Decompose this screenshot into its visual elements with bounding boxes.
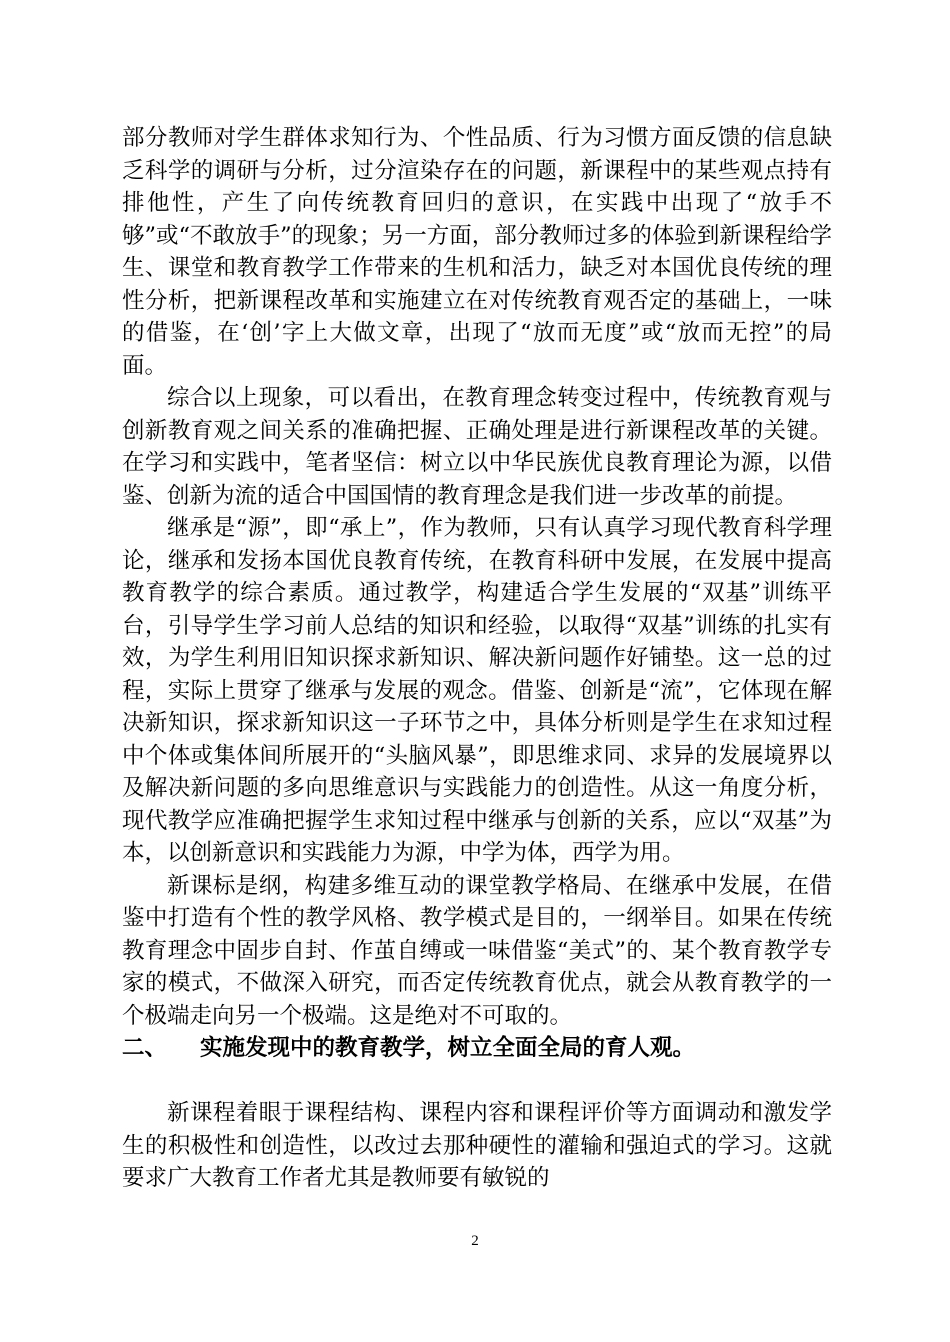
blank-line (122, 1065, 832, 1098)
paragraph-curriculum-standard: 新课标是纲，构建多维互动的课堂教学格局、在继承中发展，在借鉴中打造有个性的教学风格、教学模式是目的，一纲举目。如果在传统教育理念中固步自封、作茧自缚或一味借鉴“美式”的、某个教育教学专家的模式，不做深入研究，而否定传统教育优点，就会从教育教学的一个极端走向另一个极端。这是绝对不可取的。 (122, 872, 832, 1029)
section-heading-text: 实施发现中的教育教学，树立全面全局的育人观。 (200, 1035, 696, 1061)
paragraph-inheritance: 继承是“源”，即“承上”，作为教师，只有认真学习现代教育科学理论，继承和发扬本国优良教育传统，在教育科研中发展，在发展中提高教育教学的综合素质。通过教学，构建适合学生发展的“双基”训练平台，引导学生学习前人总结的知识和经验，以取得“双基”训练的扎实有效，为学生利用旧知识探求新知识、解决新问题作好铺垫。这一总的过程，实际上贯穿了继承与发展的观念。借鉴、创新是“流”，它体现在解决新知识，探求新知识这一子环节之中，具体分析则是学生在求知过程中个体或集体间所展开的“头脑风暴”，即思维求同、求异的发展境界以及解决新问题的多向思维意识与实践能力的创造性。从这一角度分析，现代教学应准确把握学生求知过程中继承与创新的关系，应以“双基”为本，以创新意识和实践能力为源，中学为体，西学为用。 (122, 515, 832, 866)
body-text (122, 122, 832, 1195)
paragraph-continuation: 部分教师对学生群体求知行为、个性品质、行为习惯方面反馈的信息缺乏科学的调研与分析，过分渲染存在的问题，新课程中的某些观点持有排他性，产生了向传统教育回归的意识，在实践中出现了“放手不够”或“不敢放手”的现象；另一方面，部分教师过多的体验到新课程给学生、课堂和教育教学工作带来的生机和活力，缺乏对本国优良传统的理性分析，把新课程改革和实施建立在对传统教育观否定的基础上，一味的借鉴，在‘创’字上大做文章，出现了“放而无度”或“放而无控”的局面。 (122, 125, 832, 379)
page-number: 2 (471, 1233, 479, 1249)
paragraph-new-curriculum: 新课程着眼于课程结构、课程内容和课程评价等方面调动和激发学生的积极性和创造性，以改过去那种硬性的灌输和强迫式的学习。这就要求广大教育工作者尤其是教师要有敏锐的 (122, 1100, 832, 1191)
section-heading-number: 二、 (122, 1035, 168, 1061)
paragraph-summary: 综合以上现象，可以看出，在教育理念转变过程中，传统教育观与创新教育观之间关系的准确把握、正确处理是进行新课程改革的关键。在学习和实践中，笔者坚信：树立以中华民族优良教育理论为源，以借鉴、创新为流的适合中国国情的教育理念是我们进一步改革的前提。 (122, 385, 832, 509)
section-heading (122, 1032, 832, 1065)
